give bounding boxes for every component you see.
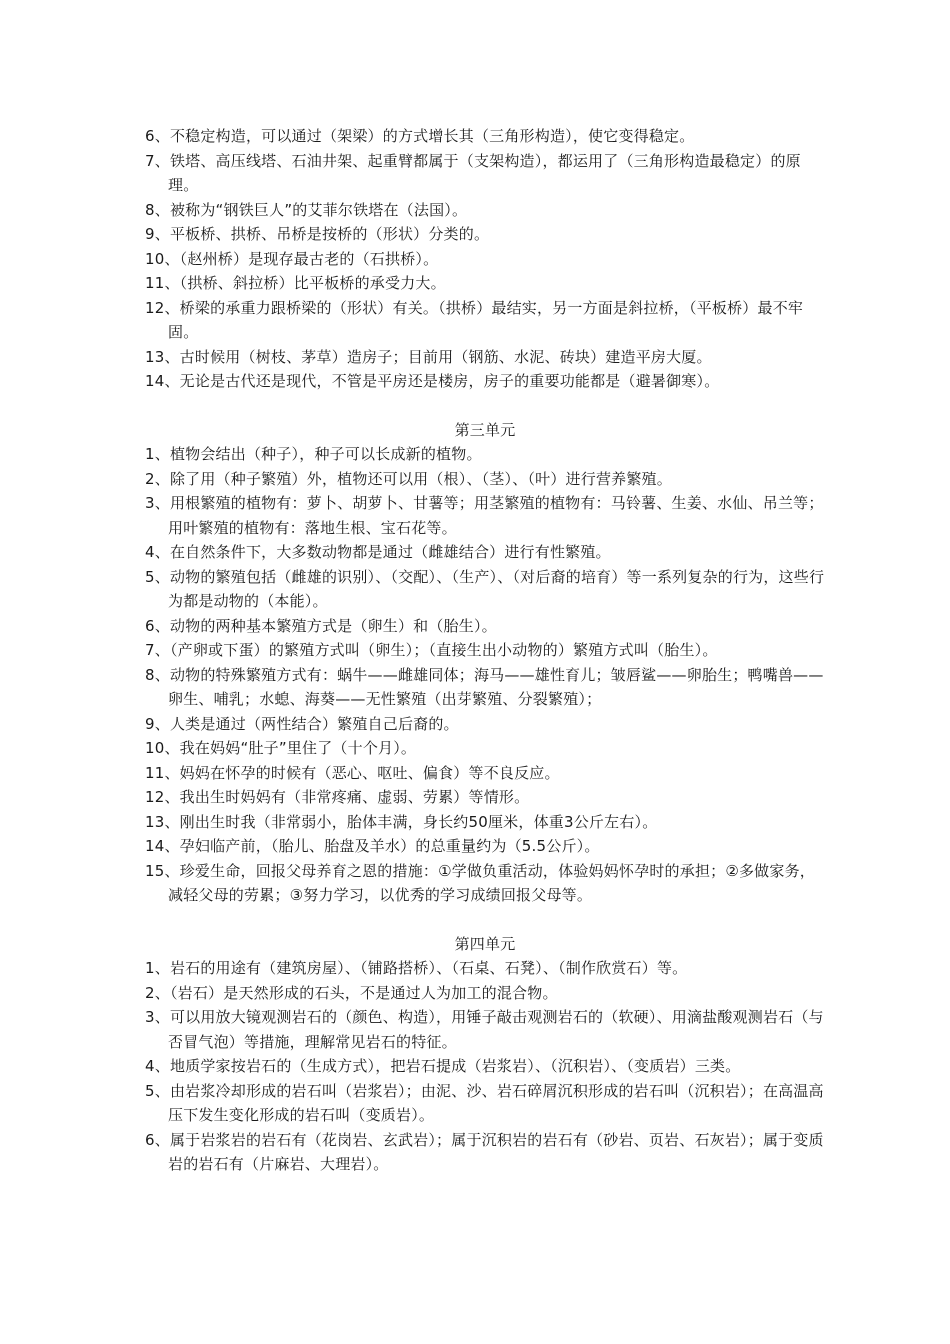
list-item: 14、孕妇临产前，（胎儿、胎盘及羊水）的总重量约为（5.5公斤）。 <box>145 837 600 855</box>
list-item: 8、被称为“钢铁巨人”的艾菲尔铁塔在（法国）。 <box>145 200 468 219</box>
list-item: 11、妈妈在怀孕的时候有（恶心、呕吐、偏食）等不良反应。 <box>145 763 560 782</box>
section-heading: 第三单元 <box>454 420 516 439</box>
section-spacer <box>145 908 825 932</box>
list-item: 12、我出生时妈妈有（非常疼痛、虚弱、劳累）等情形。 <box>145 788 530 806</box>
list-item: 13、古时候用（树枝、茅草）造房子；目前用（钢筋、水泥、砖块）建造平房大厦。 <box>145 347 712 366</box>
list-item: 14、无论是古代还是现代，不管是平房还是楼房，房子的重要功能都是（避暑御寒）。 <box>145 372 720 390</box>
list-item: 5、由岩浆冷却形成的岩石叫（岩浆岩）；由泥、沙、岩石碎屑沉积形成的岩石叫（沉积岩）；在高温高压下发生变化形成的岩石叫（变质岩）。 <box>145 1081 824 1124</box>
list-item: 4、地质学家按岩石的（生成方式），把岩石提成（岩浆岩）、（沉积岩）、（变质岩）三类。 <box>145 1057 741 1075</box>
list-item: 4、在自然条件下，大多数动物都是通过（雌雄结合）进行有性繁殖。 <box>145 543 611 561</box>
list-item: 8、动物的特殊繁殖方式有：蜗牛——雌雄同体；海马——雄性育儿；皱唇鲨——卵胎生；鸭嘴兽——卵生、哺乳；水螅、海葵——无性繁殖（出芽繁殖、分裂繁殖）； <box>145 665 824 708</box>
list-item: 2、除了用（种子繁殖）外，植物还可以用（根）、（茎）、（叶）进行营养繁殖。 <box>145 469 672 488</box>
list-item: 5、动物的繁殖包括（雌雄的识别）、（交配）、（生产）、（对后裔的培育）等一系列复杂的行为，这些行为都是动物的（本能）。 <box>145 567 825 610</box>
unit3-section <box>145 418 825 908</box>
document-page <box>145 124 825 1177</box>
list-item: 11、（拱桥、斜拉桥）比平板桥的承受力大。 <box>145 274 446 292</box>
unit4-section <box>145 932 825 1177</box>
list-item: 9、人类是通过（两性结合）繁殖自己后裔的。 <box>145 714 459 733</box>
list-item: 6、动物的两种基本繁殖方式是（卵生）和（胎生）。 <box>145 616 497 635</box>
list-item: 7、（产卵或下蛋）的繁殖方式叫（卵生）；（直接生出小动物的）繁殖方式叫（胎生）。 <box>145 641 718 659</box>
unit2-section <box>145 124 825 394</box>
section-heading: 第四单元 <box>454 934 516 953</box>
list-item: 12、桥梁的承重力跟桥梁的（形状）有关。（拱桥）最结实，另一方面是斜拉桥，（平板桥）最不牢固。 <box>145 298 804 341</box>
list-item: 1、植物会结出（种子），种子可以长成新的植物。 <box>145 445 482 463</box>
list-item: 9、平板桥、拱桥、吊桥是按桥的（形状）分类的。 <box>145 225 490 243</box>
list-item: 15、珍爱生命，回报父母养育之恩的措施：①学做负重活动，体验妈妈怀孕时的承担；②多做家务，减轻父母的劳累；③努力学习，以优秀的学习成绩回报父母等。 <box>145 861 815 904</box>
list-item: 7、铁塔、高压线塔、石油井架、起重臂都属于（支架构造），都运用了（三角形构造最稳定）的原理。 <box>145 151 801 194</box>
section-spacer <box>145 394 825 418</box>
list-item: 1、岩石的用途有（建筑房屋）、（铺路搭桥）、（石桌、石凳）、（制作欣赏石）等。 <box>145 959 688 977</box>
list-item: 3、可以用放大镜观测岩石的（颜色、构造），用锤子敲击观测岩石的（软硬）、用滴盐酸观测岩石（与否冒气泡）等措施，理解常见岩石的特征。 <box>145 1008 824 1051</box>
list-item: 13、刚出生时我（非常弱小，胎体丰满，身长约50厘米，体重3公斤左右）。 <box>145 812 658 831</box>
list-item: 6、属于岩浆岩的岩石有（花岗岩、玄武岩）；属于沉积岩的岩石有（砂岩、页岩、石灰岩）；属于变质岩的岩石有（片麻岩、大理岩）。 <box>145 1130 824 1173</box>
list-item: 2、（岩石）是天然形成的石头，不是通过人为加工的混合物。 <box>145 983 558 1002</box>
list-item: 10、我在妈妈“肚子”里住了（十个月）。 <box>145 739 417 757</box>
list-item: 6、不稳定构造，可以通过（架梁）的方式增长其（三角形构造），使它变得稳定。 <box>145 127 695 145</box>
list-item: 3、用根繁殖的植物有：萝卜、胡萝卜、甘薯等；用茎繁殖的植物有：马铃薯、生姜、水仙、吊兰等；用叶繁殖的植物有：落地生根、宝石花等。 <box>145 494 824 537</box>
list-item: 10、（赵州桥）是现存最古老的（石拱桥）。 <box>145 249 439 268</box>
